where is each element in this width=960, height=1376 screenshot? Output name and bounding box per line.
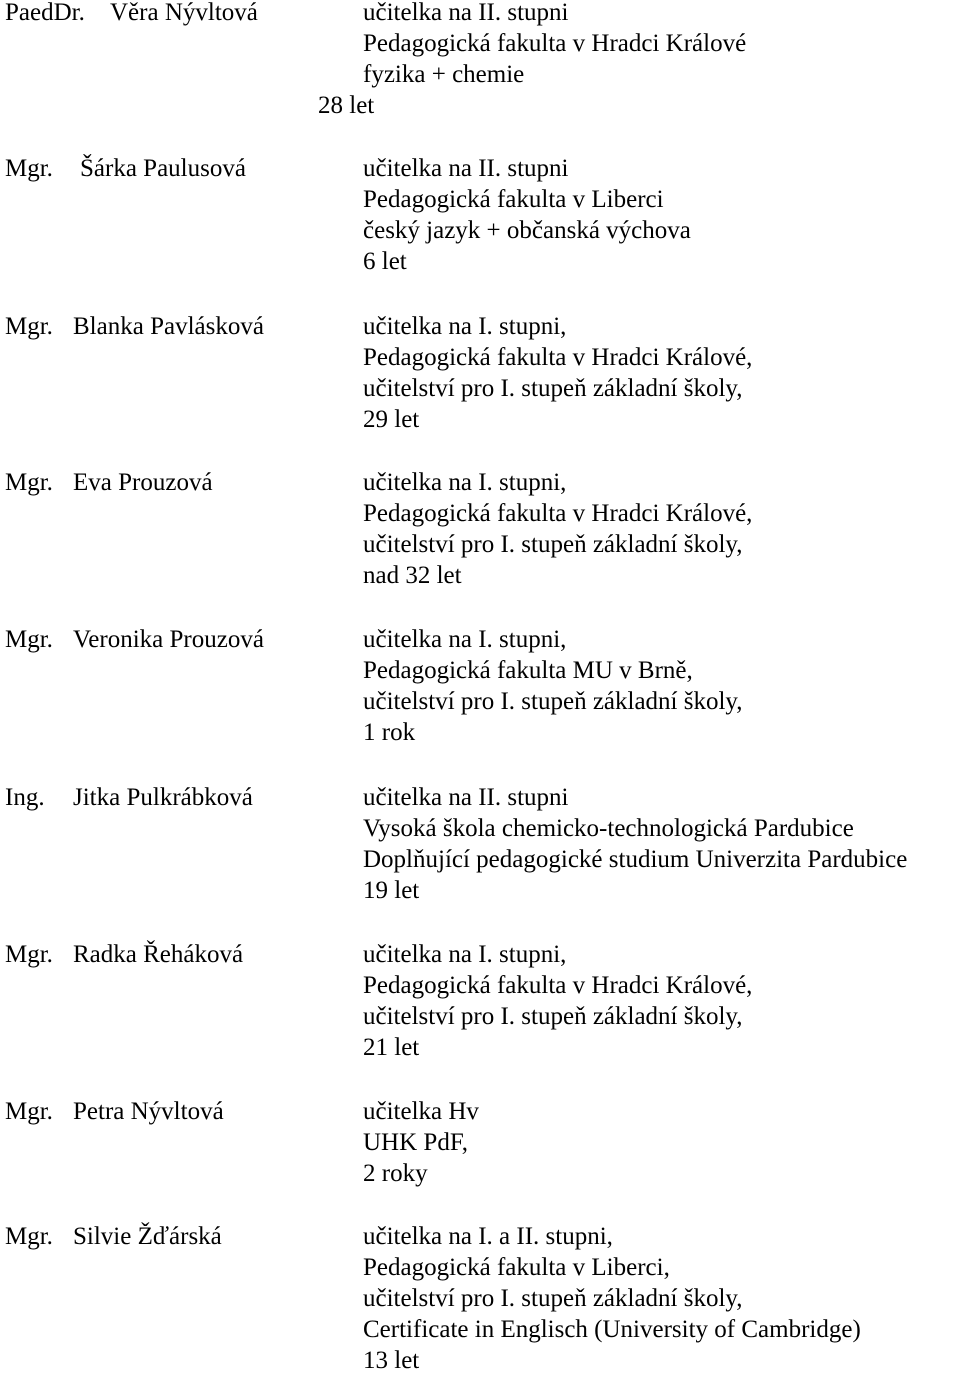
staff-detail-line: učitelka na I. stupni, (363, 626, 567, 653)
staff-name: Šárka Paulusová (80, 155, 246, 182)
staff-title: Mgr. (5, 941, 53, 968)
staff-detail-line: učitelství pro I. stupeň základní školy, (363, 1285, 743, 1312)
staff-name: Petra Nývltová (73, 1098, 224, 1125)
staff-detail-line: učitelka Hv (363, 1098, 479, 1125)
staff-detail-line: Pedagogická fakulta MU v Brně, (363, 657, 693, 684)
staff-detail-line: Vysoká škola chemicko-technologická Pardubice (363, 815, 854, 842)
staff-title: Mgr. (5, 469, 53, 496)
staff-name: Jitka Pulkrábková (73, 784, 253, 811)
staff-title: Mgr. (5, 626, 53, 653)
staff-title: Mgr. (5, 1223, 53, 1250)
staff-detail-line: 21 let (363, 1034, 420, 1061)
staff-name: Veronika Prouzová (73, 626, 264, 653)
staff-detail-line: 29 let (363, 406, 420, 433)
staff-name: Eva Prouzová (73, 469, 213, 496)
staff-title: Mgr. (5, 313, 53, 340)
staff-detail-line: 19 let (363, 877, 420, 904)
staff-detail-line: Pedagogická fakulta v Liberci (363, 186, 664, 213)
staff-name: Silvie Žďárská (73, 1223, 222, 1250)
staff-title: Mgr. (5, 1098, 53, 1125)
staff-detail-line: učitelka na II. stupni (363, 155, 569, 182)
staff-detail-line: český jazyk + občanská výchova (363, 217, 691, 244)
staff-name: Věra Nývltová (110, 0, 258, 26)
staff-detail-line: učitelka na I. a II. stupni, (363, 1223, 613, 1250)
staff-detail-line: učitelství pro I. stupeň základní školy, (363, 375, 743, 402)
staff-detail-line: nad 32 let (363, 562, 462, 589)
staff-detail-line: Pedagogická fakulta v Liberci, (363, 1254, 670, 1281)
staff-detail-line: Pedagogická fakulta v Hradci Králové (363, 30, 747, 57)
staff-title: Mgr. (5, 155, 53, 182)
staff-detail-line: učitelka na II. stupni (363, 0, 569, 26)
staff-detail-line: učitelka na II. stupni (363, 784, 569, 811)
staff-name: Blanka Pavlásková (73, 313, 264, 340)
staff-detail-line: 2 roky (363, 1160, 428, 1187)
staff-detail-line: učitelka na I. stupni, (363, 313, 567, 340)
staff-detail-line: učitelství pro I. stupeň základní školy, (363, 1003, 743, 1030)
staff-detail-line: Doplňující pedagogické studium Univerzita Pardubice (363, 846, 908, 873)
staff-name: Radka Řeháková (73, 941, 244, 968)
staff-detail-line: 28 let (318, 92, 375, 119)
staff-detail-line: Certificate in Englisch (University of Cambridge) (363, 1316, 861, 1343)
staff-title: PaedDr. (5, 0, 85, 26)
staff-title: Ing. (5, 784, 45, 811)
staff-detail-line: učitelka na I. stupni, (363, 469, 567, 496)
staff-detail-line: 6 let (363, 248, 407, 275)
staff-detail-line: 1 rok (363, 719, 416, 746)
staff-detail-line: učitelka na I. stupni, (363, 941, 567, 968)
staff-detail-line: Pedagogická fakulta v Hradci Králové, (363, 344, 753, 371)
staff-detail-line: učitelství pro I. stupeň základní školy, (363, 688, 743, 715)
staff-detail-line: UHK PdF, (363, 1129, 468, 1156)
staff-detail-line: učitelství pro I. stupeň základní školy, (363, 531, 743, 558)
staff-detail-line: Pedagogická fakulta v Hradci Králové, (363, 500, 753, 527)
staff-detail-line: Pedagogická fakulta v Hradci Králové, (363, 972, 753, 999)
staff-detail-line: fyzika + chemie (363, 61, 525, 88)
staff-detail-line: 13 let (363, 1347, 420, 1374)
